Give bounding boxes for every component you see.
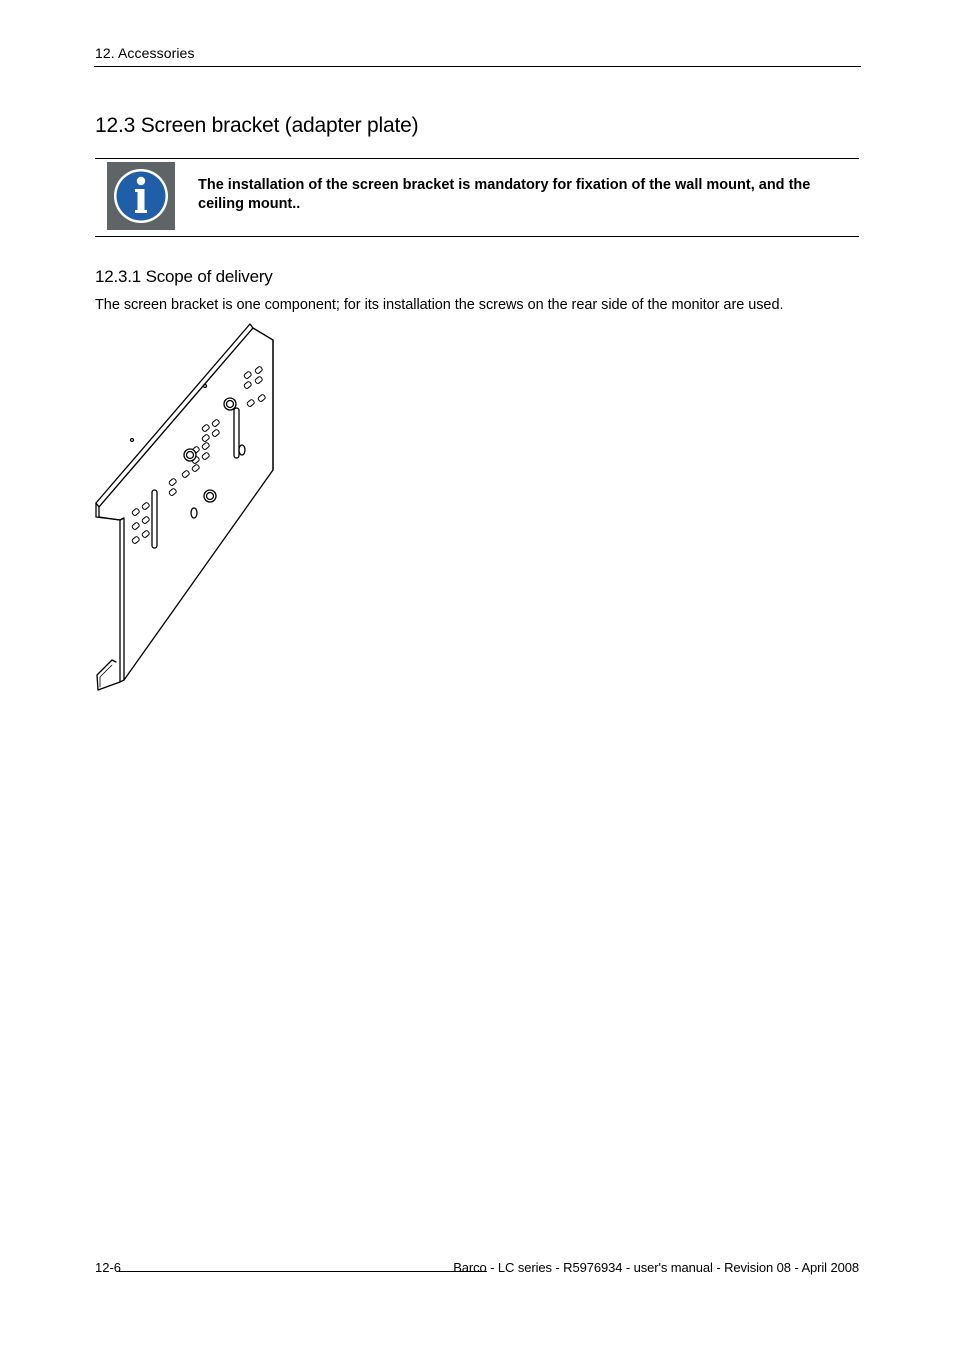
body-paragraph: The screen bracket is one component; for its installation the screws on the rear side of the monitor are used. — [95, 297, 784, 313]
running-header: 12. Accessories — [95, 45, 195, 61]
header-rule — [94, 66, 861, 67]
page-footer — [95, 1260, 859, 1280]
section-title: 12.3 Screen bracket (adapter plate) — [95, 114, 419, 137]
info-icon — [107, 162, 175, 230]
info-note — [95, 158, 859, 237]
page-number: 12-6 — [95, 1260, 122, 1275]
footer-doc-info: Barco - LC series - R5976934 - user's manual - Revision 08 - April 2008 — [453, 1260, 859, 1275]
footer-rule — [119, 1271, 487, 1272]
screen-bracket-illustration — [92, 320, 277, 698]
subsection-title: 12.3.1 Scope of delivery — [95, 267, 273, 286]
info-note-text: The installation of the screen bracket is mandatory for fixation of the wall mount, and the ceiling mount.. — [198, 177, 811, 212]
